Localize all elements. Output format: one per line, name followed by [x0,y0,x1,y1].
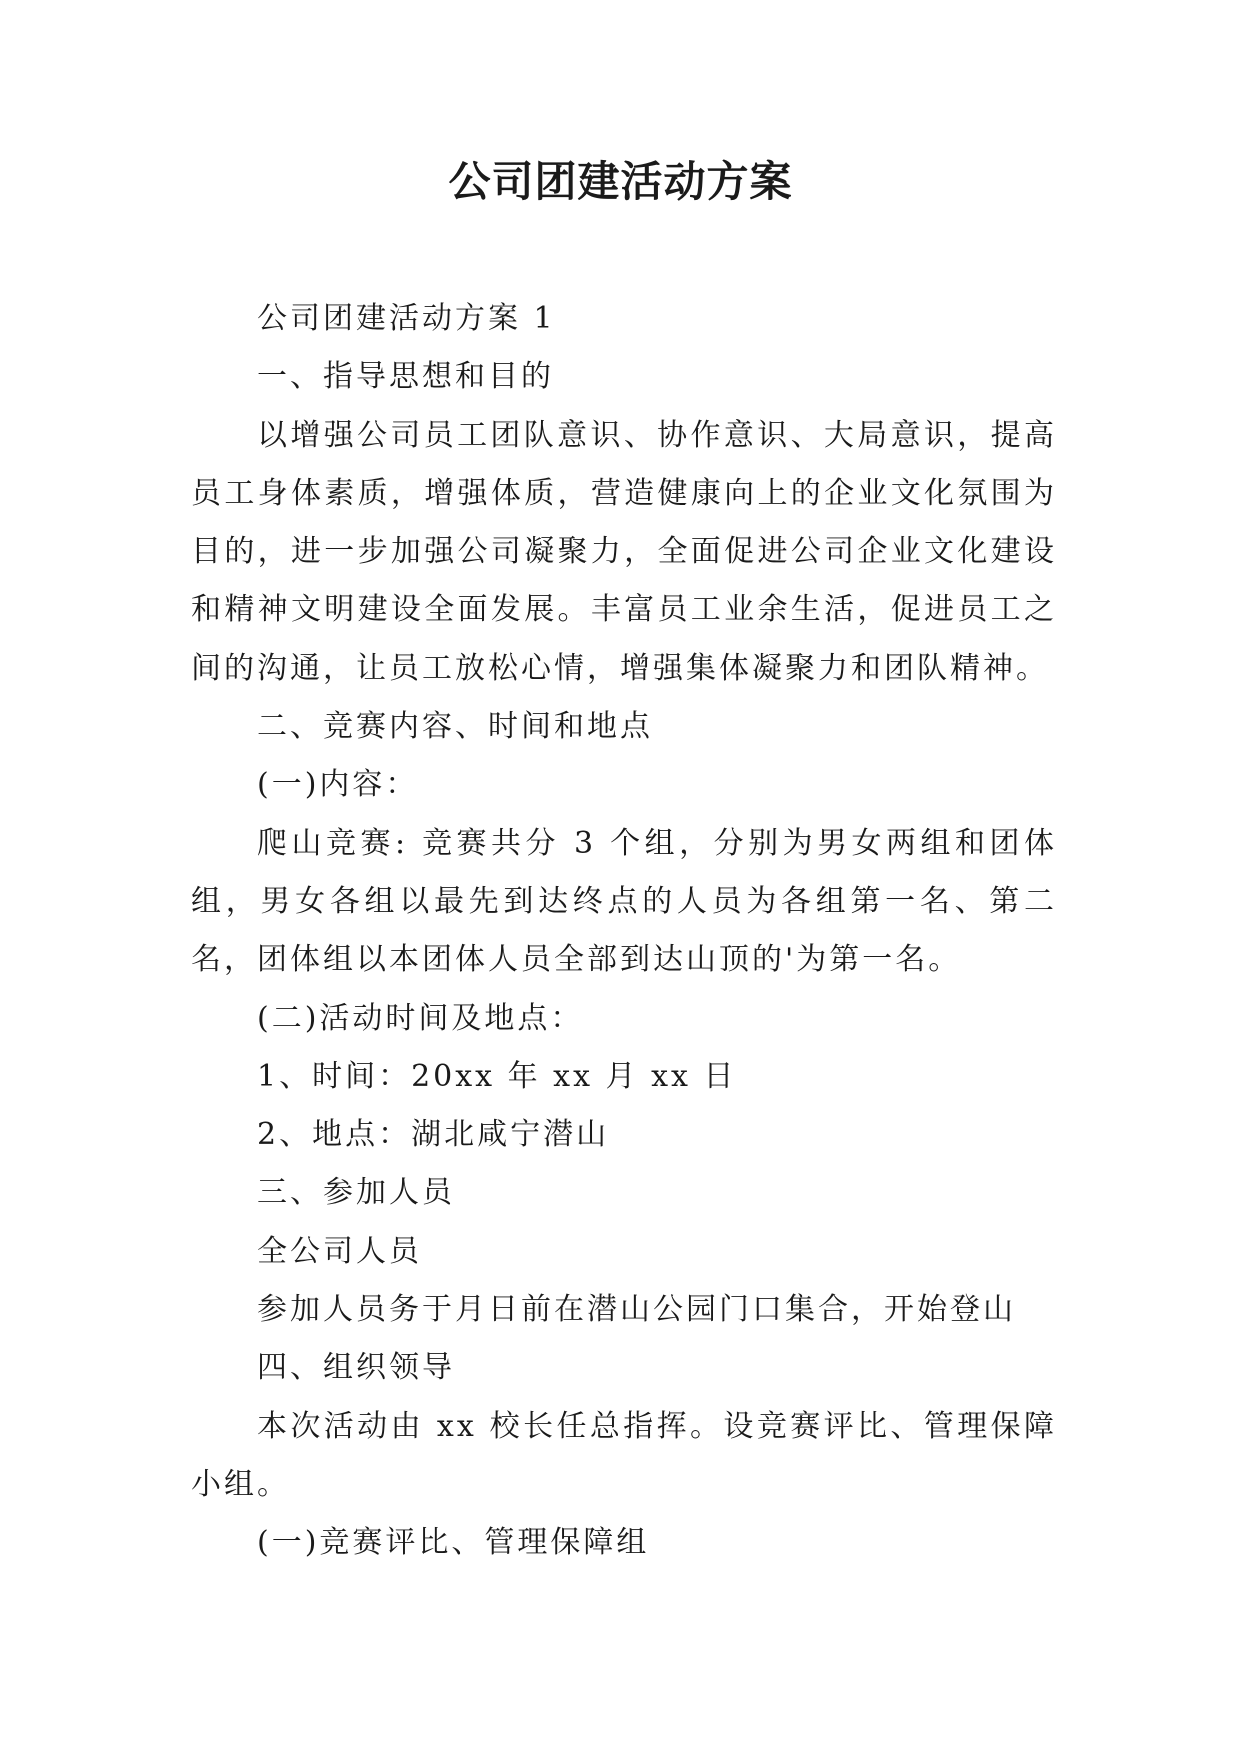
subheading-content: (一)内容： [257,767,419,803]
body-paragraph-leadership: 本次活动由 xx 校长任总指挥。设竞赛评比、管理保障小组。 [191,1408,1057,1502]
section-heading-1: 一、指导思想和目的 [257,359,554,395]
section-heading-2: 二、竞赛内容、时间和地点 [257,709,653,745]
body-paragraph-participants: 全公司人员 [257,1233,422,1269]
document-body [191,290,1057,1573]
subheading-judging-group: (一)竞赛评比、管理保障组 [257,1525,650,1561]
section-heading-3: 三、参加人员 [257,1175,455,1211]
body-paragraph-competition: 爬山竞赛: 竞赛共分 3 个组，分别为男女两组和团体组，男女各组以最先到达终点的人员为各组第一名、第二名，团体组以本团体人员全部到达山顶的'为第一名。 [191,825,1057,978]
subheading-time-location: (二)活动时间及地点： [257,1000,584,1036]
section-heading-4: 四、组织领导 [257,1350,455,1386]
document-title: 公司团建活动方案 [448,157,793,206]
list-item-time: 1、时间：20xx 年 xx 月 xx 日 [257,1058,737,1094]
heading-plan-1: 公司团建活动方案 1 [257,301,556,336]
body-paragraph-assembly: 参加人员务于月日前在潜山公园门口集合，开始登山 [257,1292,1016,1328]
list-item-location: 2、地点：湖北咸宁潜山 [257,1117,610,1153]
body-paragraph-purpose: 以增强公司员工团队意识、协作意识、大局意识，提高员工身体素质，增强体质，营造健康向上的企业文化氛围为目的，进一步加强公司凝聚力，全面促进公司企业文化建设和精神文明建设全面发展。丰富员工业余生活，促进员工之间的沟通，让员工放松心情，增强集体凝聚力和团队精神。 [191,417,1057,686]
